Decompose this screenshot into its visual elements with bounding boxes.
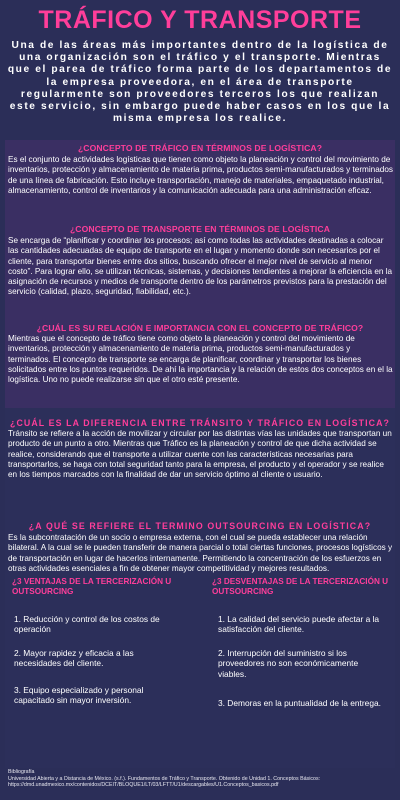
heading-trafico: ¿CONCEPTO DE TRÁFICO EN TÉRMINOS DE LOGÍSTICA?: [77, 143, 323, 153]
heading-outsourcing: ¿A QUÉ SE REFIERE EL TERMINO OUTSOURCING EN LOGÍSTICA?: [28, 521, 372, 531]
advantage-item: 1. Reducción y control de los costos de operación: [14, 614, 160, 635]
heading-relacion: ¿CUÁL ES SU RELACIÓN E IMPORTANCIA CON EL CONCEPTO DE TRÁFICO?: [36, 323, 364, 333]
body-diferencia: Tránsito se refiere a la acción de movilizar y circular por las distintas vías las unidades que transportan un producto de un punto a otro. Mientras que Tráfico es la planeación y control de que dicha actividad se realice, considerando que el transporte a utilizar cuente con las características necesarias para transportarlos, se haga con total seguridad tanto para la empresa, el producto y el operador y se realice en los tiempos marcados con la finalidad de dar un servicio óptimo al cliente o usuario.: [8, 429, 392, 480]
page-title: TRÁFICO Y TRANSPORTE: [38, 6, 362, 34]
body-outsourcing: Es la subcontratación de un socio o empresa externa, con el cual se pueda establecer una relación bilateral. A la cual se le pueden transferir de manera parcial o total ciertas funciones, procesos logísticos y de transportación en lugar de hacerlos internamente. Permitiendo la concentración de los esfuerzos en otras actividades esenciales a fin de obtener mayor competitividad y mejores resultados.: [8, 533, 393, 573]
heading-transporte: ¿CONCEPTO DE TRANSPORTE EN TÉRMINOS DE LOGÍSTICA: [69, 224, 331, 234]
body-transporte: Se encarga de “planificar y coordinar los procesos; así como todas las actividades destinadas a colocar las cantidades adecuadas de equipo de transporte en el lugar y momento donde son necesarios por el cliente, para transportar bienes entre dos sitios, buscando ofrecer el mejor nivel de servicio al menor costo”. Para lograr ello, se utilizan técnicas, sistemas, y decisiones tendientes a mejorar la eficiencia en la asignación de recursos y medios de transporte dentro de los parámetros previstos para la prestación del servicio (calidad, plazo, seguridad, fiabilidad, etc.).: [8, 236, 393, 297]
advantage-item: 3. Equipo especializado y personal capacitado sin mayor inversión.: [14, 685, 144, 706]
advantage-item: 2. Mayor rapidez y eficacia a las necesidades del cliente.: [14, 648, 134, 669]
bibliography: [8, 769, 398, 789]
body-trafico: Es el conjunto de actividades logísticas que tienen como objeto la planeación y control del movimiento de inventarios, protección y almacenamiento de materia prima, productos semi-manufacturados y terminados de una línea de fabricación. Esto incluye transportación, manejo de materiales, empaquetado industrial, almacenamiento, control de inventarios y la comunicación adecuada para una administración eficaz.: [8, 155, 393, 195]
intro-paragraph: Una de las áreas más importantes dentro de la logística de una organización son el tráfico y el transporte. Mientras que el parea de tráfico forma parte de los departamentos de la empresa proveedora, en el área de transporte regularmente son proveedores terceros los que realizan este servicio, sin embargo puede haber casos en los que la misma empresa los realice.: [7, 40, 393, 125]
disadvantage-item: 1. La calidad del servicio puede afectar a la satisfacción del cliente.: [218, 614, 380, 635]
bibliography-text: Universidad Abierta y a Distancia de México. (s.f.). Fundamentos de Tráfico y Transporte. Obtenido de Unidad 1. Conceptos Básicos: https://dmd.unadmexico.mx/contenidos/DCEIT/BLOQUE1/LT/03/LFTT/U1/descargables/U1.Conceptos_basicos.pdf: [8, 775, 321, 788]
heading-diferencia: ¿CUÁL ES LA DIFERENCIA ENTRE TRÁNSITO Y TRÁFICO EN LOGÍSTICA?: [9, 418, 391, 428]
disadvantage-item: 2. Interrupción del suministro si los proveedores no son económicamente viables.: [218, 648, 359, 679]
advantages-title: ¿3 VENTAJAS DE LA TERCERIZACIÓN U OUTSOURCING: [12, 577, 172, 596]
disadvantage-item: 3. Demoras en la puntualidad de la entrega.: [218, 698, 381, 708]
disadvantages-title: ¿3 DESVENTAJAS DE LA TERCERIZACIÓN U OUTSOURCING: [212, 577, 389, 596]
bibliography-label: Bibliografía: [8, 769, 35, 775]
body-relacion: Mientras que el concepto de tráfico tiene como objeto la planeación y control del movimiento de inventarios, protección y almacenamiento de materia prima, productos semi-manufacturados y terminados. El concepto de transporte se encarga de planificar, coordinar y transportar los bienes solicitados entre los puntos requeridos. De ahí la importancia y la relación de estos dos conceptos en el la logística. Uno no puede realizarse sin que el otro esté presente.: [8, 334, 393, 385]
